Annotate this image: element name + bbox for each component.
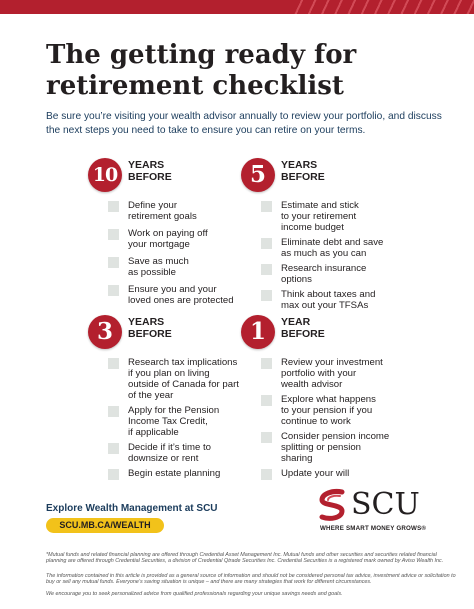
checklist-item: Research insurance options xyxy=(261,263,436,285)
scu-logo xyxy=(318,488,458,530)
checkbox[interactable] xyxy=(261,358,272,369)
checklist xyxy=(108,357,283,479)
checklist-item: Apply for the Pension Income Tax Credit, if applicable xyxy=(108,405,283,438)
heading-line: YEAR xyxy=(281,316,311,328)
checklist xyxy=(261,357,436,479)
section-heading xyxy=(281,316,391,340)
checklist xyxy=(108,200,283,306)
checkbox[interactable] xyxy=(108,257,119,268)
heading-line: YEARS xyxy=(128,316,165,328)
checklist-item: Think about taxes and max out your TFSAs xyxy=(261,289,436,311)
logo-tagline: WHERE SMART MONEY GROWS® xyxy=(320,525,427,532)
intro-paragraph: Be sure you’re visiting your wealth advisor annually to review your portfolio, and discuss the next steps you need to take to ensure you can retire on your terms. xyxy=(46,111,442,136)
checkbox[interactable] xyxy=(261,290,272,301)
heading-line: BEFORE xyxy=(128,171,172,183)
logo-wordmark: SCU xyxy=(351,487,420,522)
section-heading xyxy=(128,159,238,183)
checkbox[interactable] xyxy=(108,229,119,240)
checkbox[interactable] xyxy=(108,406,119,417)
disclaimer-text: We encourage you to seek personalized advice from qualified professionals regarding your unique savings needs and goals. xyxy=(46,591,343,597)
checkbox[interactable] xyxy=(261,238,272,249)
badge-number: 10 xyxy=(92,164,118,186)
checkbox[interactable] xyxy=(108,201,119,212)
title-line: retirement checklist xyxy=(46,71,344,101)
checklist-item: Work on paying off your mortgage xyxy=(108,228,283,250)
heading-line: YEARS xyxy=(128,159,165,171)
checklist-item: Update your will xyxy=(261,468,436,479)
checklist-item: Save as much as possible xyxy=(108,256,283,278)
checkbox[interactable] xyxy=(108,443,119,454)
wealth-url-link[interactable]: SCU.MB.CA/WEALTH xyxy=(46,518,164,533)
page-title xyxy=(46,40,446,102)
scu-emblem-icon xyxy=(318,488,348,524)
checklist-item: Research tax implications if you plan on living outside of Canada for part of the year xyxy=(108,357,283,401)
section-heading xyxy=(281,159,391,183)
heading-line: BEFORE xyxy=(281,328,325,340)
checkbox[interactable] xyxy=(108,469,119,480)
checkbox[interactable] xyxy=(261,469,272,480)
explore-cta: Explore Wealth Management at SCU xyxy=(46,503,218,514)
checklist-item: Define your retirement goals xyxy=(108,200,283,222)
checklist-item: Begin estate planning xyxy=(108,468,283,479)
heading-line: BEFORE xyxy=(128,328,172,340)
checklist-item: Eliminate debt and save as much as you can xyxy=(261,237,436,259)
checklist-item: Consider pension income splitting or pension sharing xyxy=(261,431,436,464)
checkbox[interactable] xyxy=(108,358,119,369)
checklist xyxy=(261,200,436,311)
checklist-item: Review your investment portfolio with your wealth advisor xyxy=(261,357,436,390)
checklist-item: Decide if it’s time to downsize or rent xyxy=(108,442,283,464)
heading-line: YEARS xyxy=(281,159,318,171)
checkbox[interactable] xyxy=(261,395,272,406)
title-line: The getting ready for xyxy=(46,40,357,70)
heading-line: BEFORE xyxy=(281,171,325,183)
checkbox[interactable] xyxy=(261,432,272,443)
checkbox[interactable] xyxy=(261,264,272,275)
checkbox[interactable] xyxy=(108,285,119,296)
section-heading xyxy=(128,316,238,340)
disclaimer-text: The information contained in this article is provided as a general source of information and should not be considered personal tax advice, investment advice or solicitation to buy or sell any mutual funds. Everyone’s saving situation is unique – and there are many strategies that work for different circumstances. xyxy=(46,573,456,586)
banner-pattern xyxy=(290,0,474,14)
badge-number: 1 xyxy=(249,318,266,345)
badge-number: 3 xyxy=(96,318,113,345)
checklist-item: Ensure you and your loved ones are protected xyxy=(108,284,283,306)
badge-number: 5 xyxy=(249,161,266,188)
checklist-item: Estimate and stick to your retirement income budget xyxy=(261,200,436,233)
checkbox[interactable] xyxy=(261,201,272,212)
disclaimer-text: *Mutual funds and related financial planning are offered through Credential Asset Management Inc. Mutual funds and other securities and securities related financial planning are offered through Credential Securities, a division of Credential Qtrade Securities Inc. Credential Securities is a registered mark owned by Aviso Wealth Inc. xyxy=(46,552,444,565)
checklist-item: Explore what happens to your pension if you continue to work xyxy=(261,394,436,427)
